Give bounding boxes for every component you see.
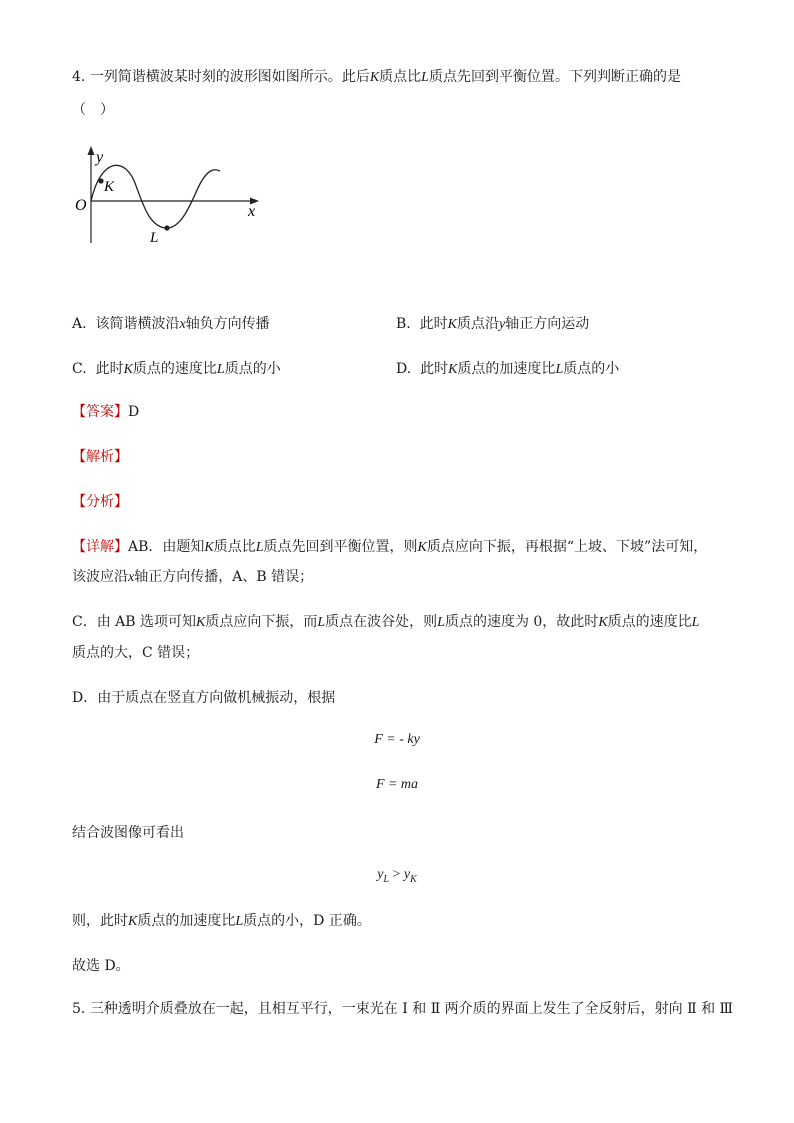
option-c: C. 此时K质点的速度比L质点的小 xyxy=(72,361,281,377)
detail-c-line-2: 质点的大，C 错误； xyxy=(72,645,200,661)
analysis-tag: 【解析】 xyxy=(72,449,128,465)
answer-tag: 【答案】 xyxy=(72,404,128,420)
answer-line xyxy=(72,401,139,421)
point-L-label: L xyxy=(150,230,159,246)
point-L xyxy=(164,225,169,230)
detail-d-line: D．由于质点在竖直方向做机械振动，根据 xyxy=(72,690,336,706)
inequality: $y_L > y_K$ xyxy=(377,867,417,885)
y-axis-label: y xyxy=(96,149,104,166)
equation-newton: F = ma xyxy=(375,777,419,792)
detail-line-2: 该波应沿x轴正方向传播，A、B 错误； xyxy=(72,569,314,585)
x-axis-label: x xyxy=(248,203,256,220)
origin-label: O xyxy=(75,197,87,214)
option-b: B. 此时K质点沿y轴正方向运动 xyxy=(396,316,590,332)
choose-line: 故选 D。 xyxy=(72,958,130,974)
combine-line: 结合波图像可看出 xyxy=(72,825,184,841)
option-a: A. 该简谐横波沿x轴负方向传播 xyxy=(72,316,270,332)
point-K-label: K xyxy=(104,179,115,195)
detail-line-1: 【详解】AB．由题知K质点比L质点先回到平衡位置，则K质点应向下振，再根据“上坡、下坡”法可知， xyxy=(72,539,708,555)
fenxi-tag: 【分析】 xyxy=(72,494,128,510)
wave-figure xyxy=(70,143,270,248)
option-d: D. 此时K质点的加速度比L质点的小 xyxy=(396,361,620,377)
conclusion-line: 则，此时K质点的加速度比L质点的小，D 正确。 xyxy=(72,913,371,929)
y-axis-arrow xyxy=(88,146,95,155)
question-5-stem: 5. 三种透明介质叠放在一起，且相互平行，一束光在 Ⅰ 和 Ⅱ 两介质的界面上发生了全反射后，射向 Ⅱ 和 Ⅲ xyxy=(72,1001,734,1017)
wave-curve xyxy=(91,165,220,228)
answer-value: D xyxy=(128,404,140,420)
detail-c-line-1: C．由 AB 选项可知K质点应向下振，而L质点在波谷处，则L质点的速度为 0，故此时K质点的速度比L xyxy=(72,614,700,630)
question-4-stem: 4. 一列简谐横波某时刻的波形图如图所示。此后K质点比L质点先回到平衡位置。下列判断正确的是 xyxy=(72,69,681,85)
answer-parentheses: （ ） xyxy=(72,102,114,118)
point-K xyxy=(98,178,103,183)
equation-hooke: F = - ky xyxy=(374,732,420,747)
